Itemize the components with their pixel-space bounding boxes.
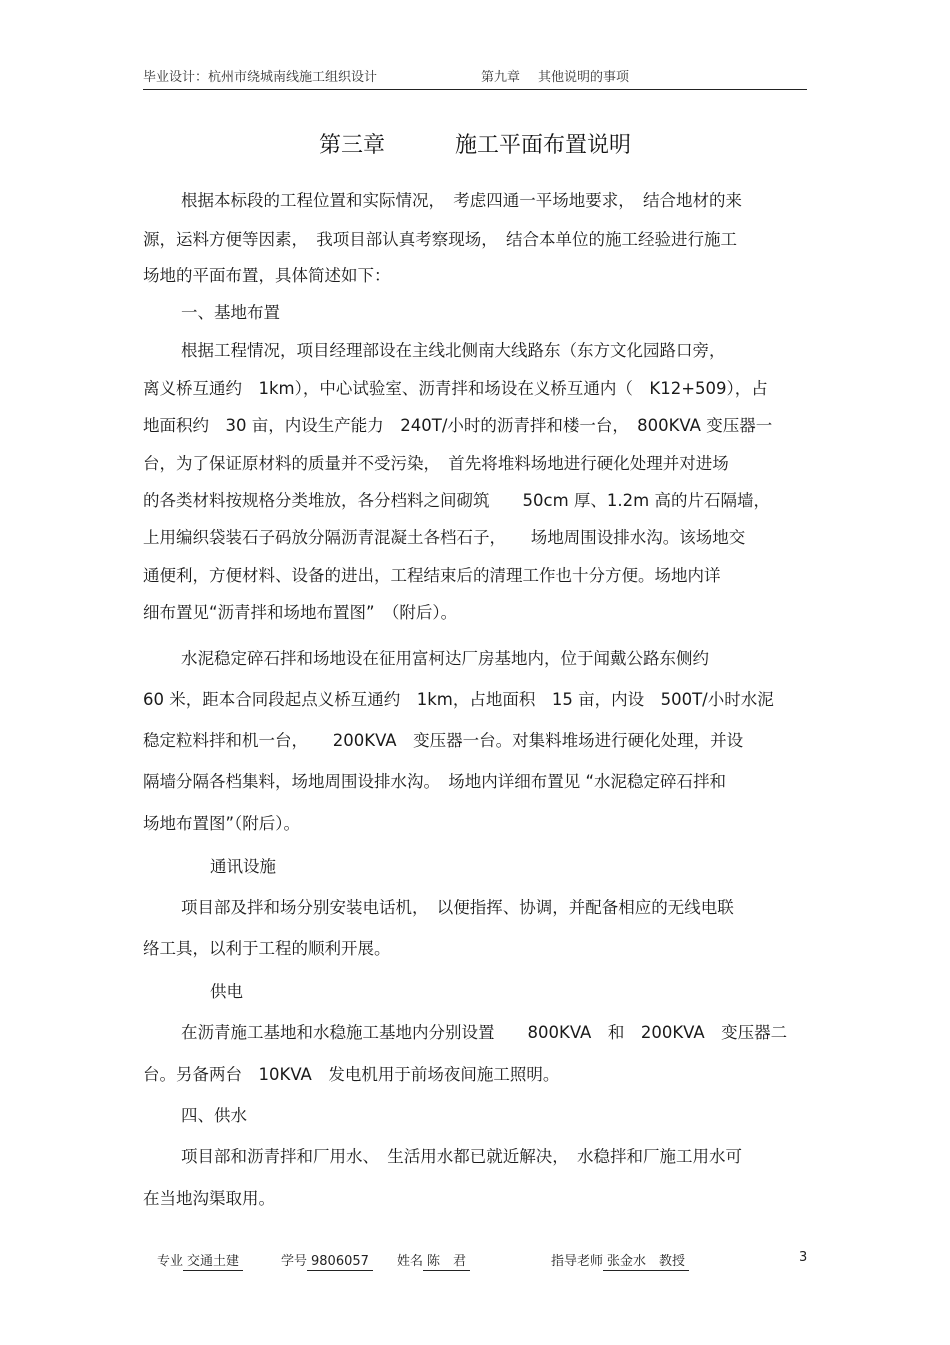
body-line: 60 米，距本合同段起点义桥互通约 1km，占地面积 15 亩，内设 500T/小时水泥 bbox=[143, 690, 774, 709]
body-line: 台，为了保证原材料的质量并不受污染， 首先将堆料场地进行硬化处理并对进场 bbox=[143, 454, 729, 473]
body-line: 项目部和沥青拌和厂用水、 生活用水都已就近解决， 水稳拌和厂施工用水可 bbox=[181, 1147, 742, 1166]
body-line: 源，运料方便等因素， 我项目部认真考察现场， 结合本单位的施工经验进行施工 bbox=[143, 230, 737, 249]
body-line: 台。另备两台 10KVA 发电机用于前场夜间施工照明。 bbox=[143, 1065, 560, 1084]
body-line: 在沥青施工基地和水稳施工基地内分别设置 800KVA 和 200KVA 变压器二 bbox=[181, 1023, 788, 1042]
header-section: 其他说明的事项 bbox=[538, 70, 630, 85]
section-heading: 四、供水 bbox=[181, 1106, 247, 1125]
section-heading: 供电 bbox=[210, 982, 243, 1001]
footer-name bbox=[397, 1250, 470, 1271]
body-line: 在当地沟渠取用。 bbox=[143, 1189, 275, 1208]
body-line: 场地的平面布置，具体简述如下： bbox=[143, 266, 391, 285]
chapter-title bbox=[0, 128, 950, 159]
body-line: 水泥稳定碎石拌和场地设在征用富柯达厂房基地内，位于闻戴公路东侧约 bbox=[181, 649, 709, 668]
header-chapter: 第九章 bbox=[481, 70, 521, 85]
footer-major bbox=[157, 1250, 243, 1271]
body-line: 上用编织袋装石子码放分隔沥青混凝土各档石子， 场地周围设排水沟。该场地交 bbox=[143, 528, 746, 547]
footer-name-value: 陈 君 bbox=[423, 1250, 470, 1271]
section-heading: 一、基地布置 bbox=[181, 303, 280, 322]
body-line: 通便利，方便材料、设备的进出，工程结束后的清理工作也十分方便。场地内详 bbox=[143, 566, 721, 585]
footer-advisor-label: 指导老师 bbox=[551, 1254, 604, 1269]
footer-major-value: 交通土建 bbox=[183, 1250, 243, 1271]
body-line: 细布置见“沥青拌和场地布置图” （附后）。 bbox=[143, 603, 458, 622]
body-line: 离义桥互通约 1km），中心试验室、沥青拌和场设在义桥互通内（ K12+509），占 bbox=[143, 379, 768, 398]
chapter-number: 第三章 bbox=[318, 133, 385, 158]
body-line: 场地布置图”（附后）。 bbox=[143, 814, 301, 833]
footer-student-id bbox=[281, 1250, 373, 1271]
body-line: 稳定粒料拌和机一台， 200KVA 变压器一台。对集料堆场进行硬化处理，并设 bbox=[143, 731, 744, 750]
chapter-heading: 施工平面布置说明 bbox=[455, 133, 632, 158]
body-line: 地面积约 30 亩，内设生产能力 240T/小时的沥青拌和楼一台， 800KVA 变压器一 bbox=[143, 416, 773, 435]
footer-id-value: 9806057 bbox=[307, 1254, 373, 1271]
header-thesis-title: 毕业设计：杭州市绕城南线施工组织设计 bbox=[143, 70, 378, 85]
page-number: 3 bbox=[799, 1250, 808, 1265]
footer-advisor-value: 张金水 教授 bbox=[603, 1250, 689, 1271]
header-rule bbox=[143, 89, 807, 90]
body-line: 的各类材料按规格分类堆放，各分档料之间砌筑 50cm 厚、1.2m 高的片石隔墙， bbox=[143, 491, 770, 510]
body-line: 根据工程情况，项目经理部设在主线北侧南大线路东（东方文化园路口旁， bbox=[181, 341, 726, 360]
body-line: 根据本标段的工程位置和实际情况， 考虑四通一平场地要求， 结合地材的来 bbox=[181, 191, 742, 210]
footer-id-label: 学号 bbox=[281, 1254, 308, 1269]
footer-advisor bbox=[551, 1250, 689, 1271]
footer-major-label: 专业 bbox=[157, 1254, 184, 1269]
section-heading: 通讯设施 bbox=[210, 857, 276, 876]
footer-name-label: 姓名 bbox=[397, 1254, 424, 1269]
body-line: 络工具，以利于工程的顺利开展。 bbox=[143, 939, 391, 958]
body-line: 项目部及拌和场分别安装电话机， 以便指挥、协调，并配备相应的无线电联 bbox=[181, 898, 734, 917]
body-line: 隔墙分隔各档集料，场地周围设排水沟。 场地内详细布置见 “水泥稳定碎石拌和 bbox=[143, 772, 727, 791]
